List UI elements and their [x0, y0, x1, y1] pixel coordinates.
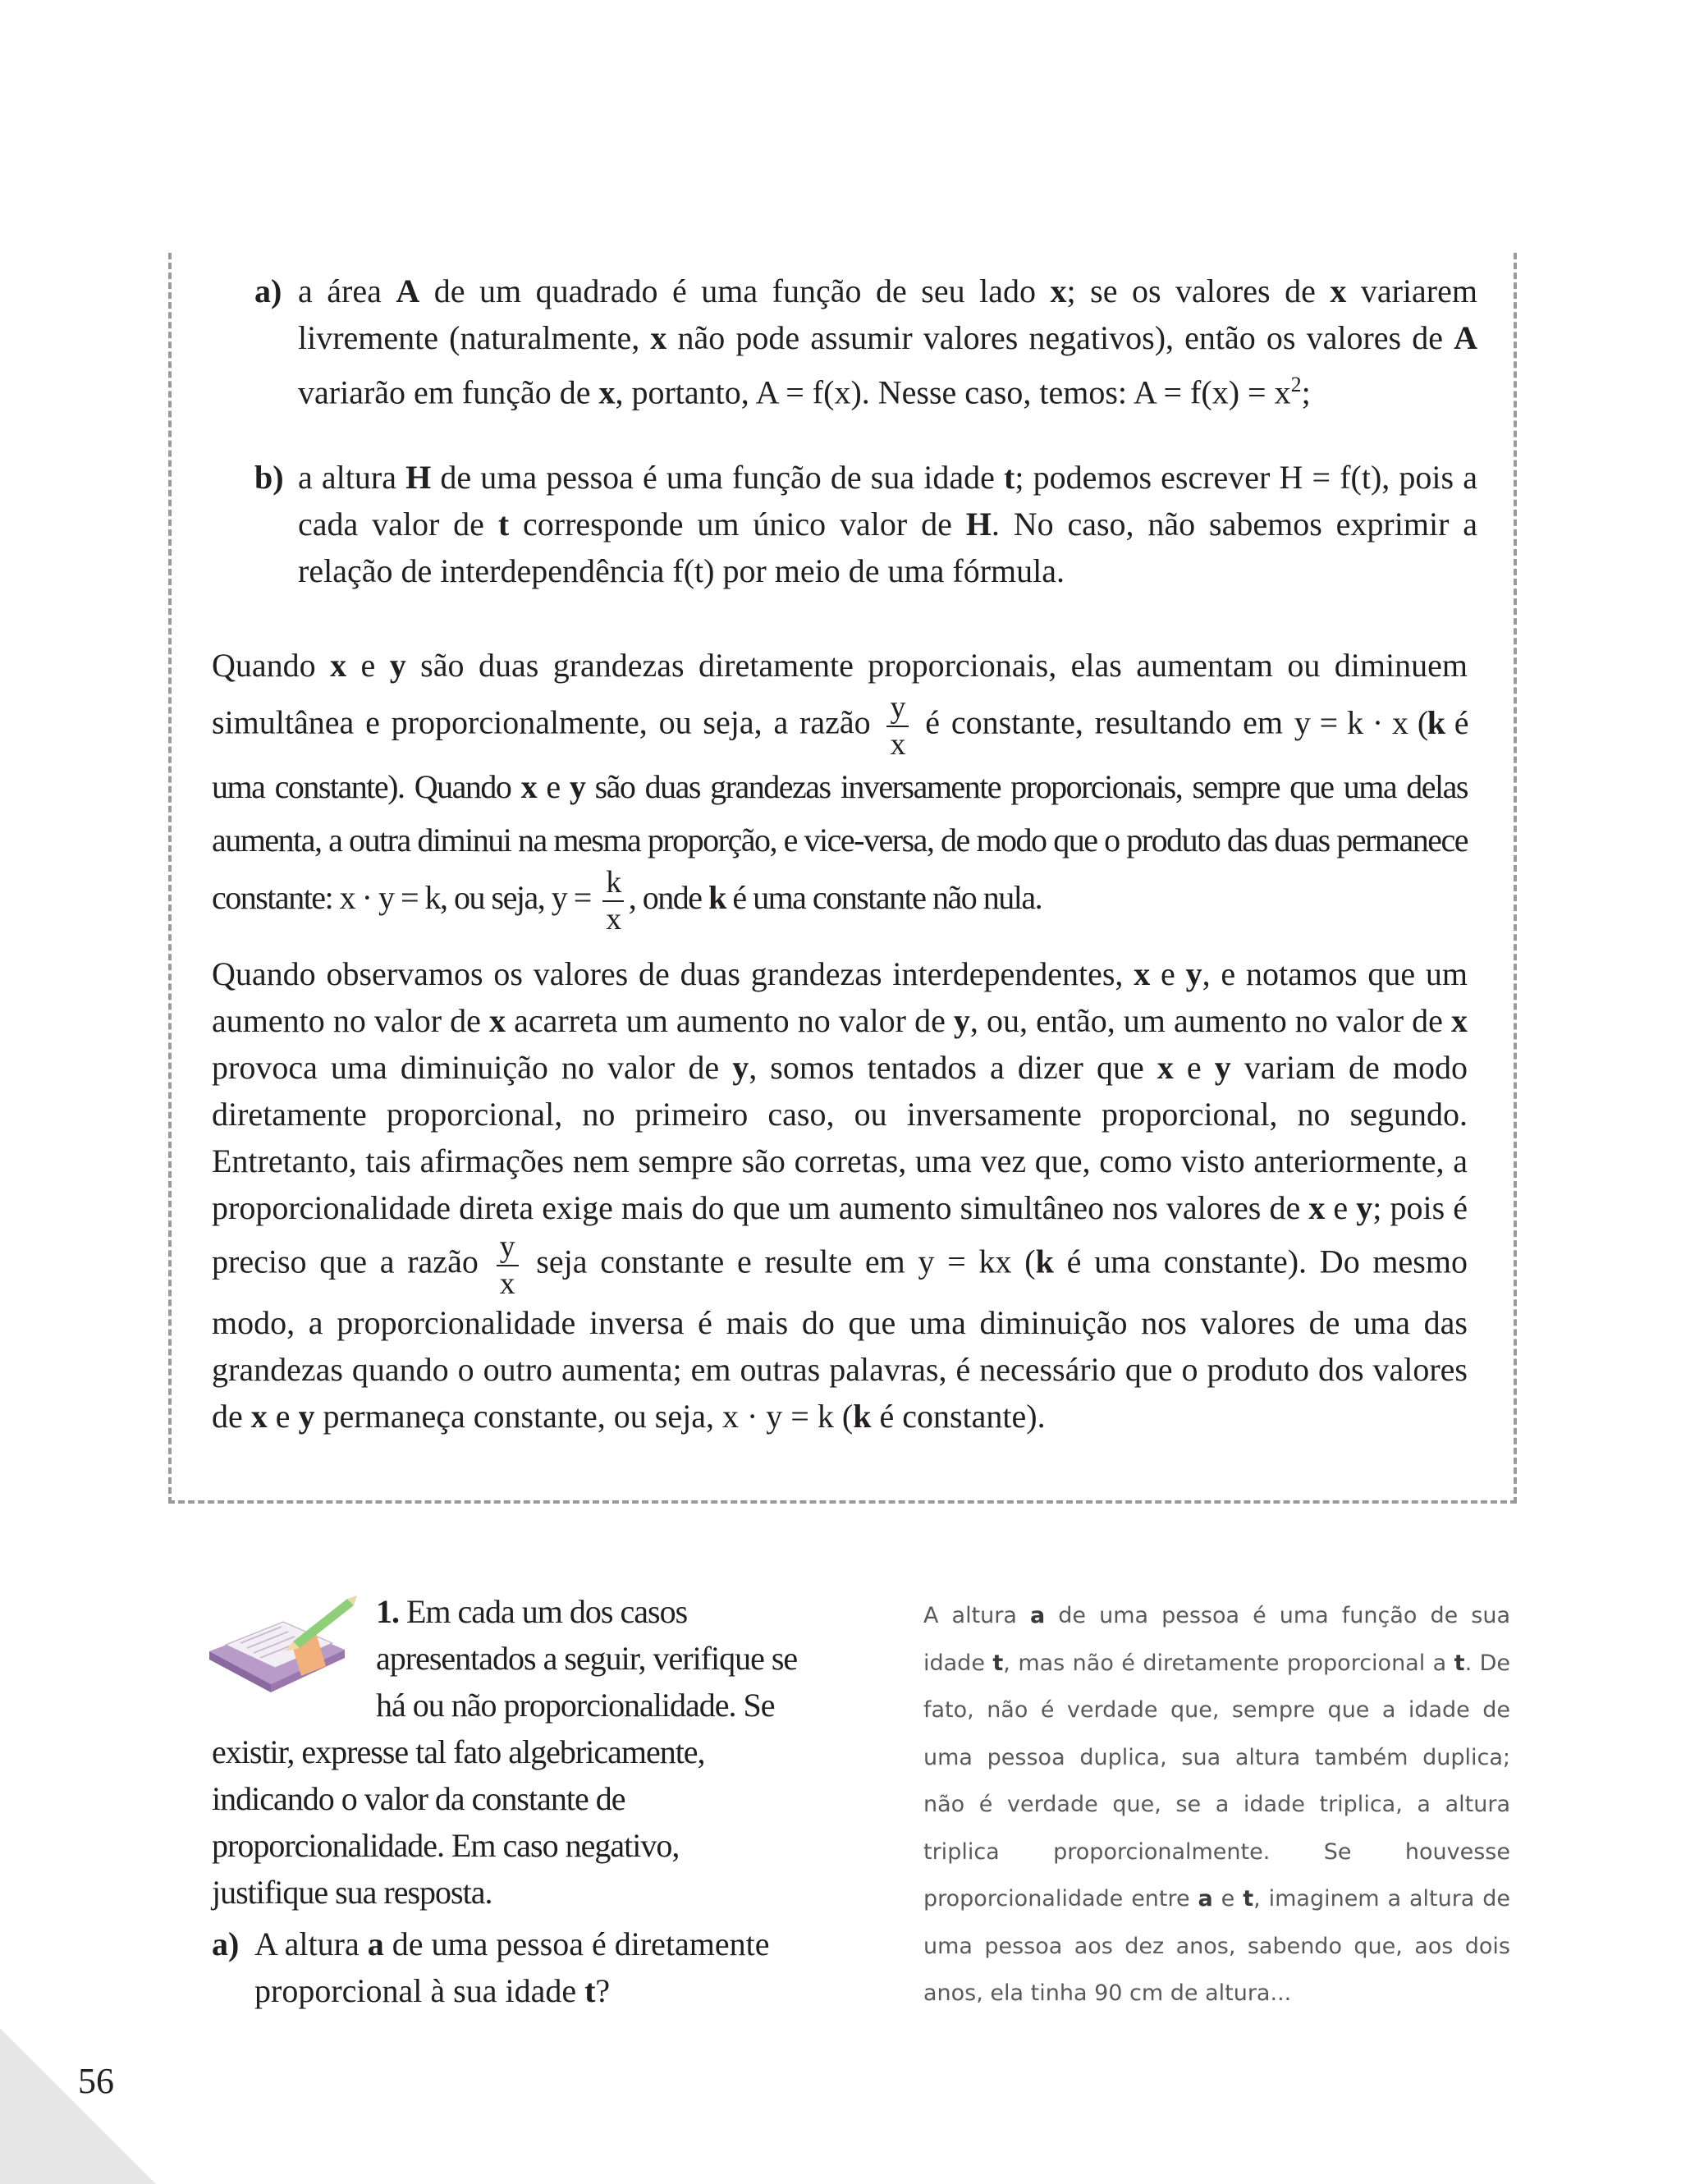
bold-variable: x	[598, 373, 616, 411]
bold-variable: x	[520, 768, 537, 805]
bold-variable: y	[953, 1002, 970, 1039]
exercise-item-text: A altura a de uma pessoa é diretamente proporcional à sua idade t?	[254, 1925, 770, 2009]
bold-variable: a	[367, 1925, 384, 1962]
bold-variable: x	[489, 1002, 506, 1039]
bold-variable: H	[965, 506, 992, 543]
fraction-numerator: y	[886, 692, 909, 727]
bold-variable: t	[584, 1972, 596, 2009]
bold-variable: x	[250, 1398, 268, 1435]
bold-variable: t	[1454, 1650, 1465, 1676]
bold-variable: x	[1330, 272, 1347, 309]
fraction	[886, 692, 909, 760]
fraction-denominator: x	[606, 902, 621, 936]
answer-text: A altura a de uma pessoa é uma função de sua idade t, mas não é diretamente proporcional a t. De fato, não é verdade que, sempre que a idade de uma pessoa duplica, sua altura também duplica; não é verdade que, se a idade triplica, a altura triplica proporcionalmente. Se houvesse proporcionalidade entre a e t, imaginem a altura de uma pessoa aos dez anos, sabendo que, aos dois anos, ela tinha 90 cm de altura...	[923, 1603, 1510, 2006]
item-b	[254, 454, 1477, 594]
bold-variable: y	[389, 647, 406, 684]
bold-variable: y	[569, 768, 585, 805]
item-a	[254, 268, 1477, 415]
bold-variable: A	[1454, 319, 1477, 356]
item-text: a área A de um quadrado é uma função de seu lado x; se os valores de x variarem livremente (naturalmente, x não pode assumir valores negativos), então os valores de A variarão em função de x, portanto, A = f(x). Nesse caso, temos: $A = f(x) = x^2$;	[298, 272, 1477, 411]
bold-variable: y	[1185, 955, 1202, 992]
bold-variable: y	[298, 1398, 315, 1435]
bold-variable: x	[1157, 1049, 1174, 1086]
icon-spacer	[212, 1588, 376, 1724]
page-corner-decoration	[0, 2028, 156, 2184]
bold-variable: x	[330, 647, 347, 684]
exercise-number: 1.	[376, 1593, 399, 1630]
bold-variable: y	[1214, 1049, 1231, 1086]
fraction-numerator: k	[602, 867, 624, 902]
bold-variable: t	[992, 1650, 1004, 1676]
exercise-1-item-a	[212, 1921, 799, 2014]
bold-variable: x	[650, 319, 667, 356]
bold-variable: k	[853, 1398, 872, 1435]
condensed-text: y = k · x (k é uma constante). Quando x e y são duas grandezas inversamente proporcionais, sempre que uma delas aumenta, a outra diminui na mesma proporção, e vice-versa, de modo que o produto das duas permanece constante: x · y = k, ou seja, y = $\frac{k}{x}$ , onde k é uma constante não nula.	[212, 703, 1468, 936]
bold-variable: t	[1004, 459, 1015, 496]
exercise-1	[212, 1588, 799, 1916]
bold-variable: x	[1308, 1189, 1326, 1226]
bold-variable: k	[708, 878, 726, 916]
bold-variable: y	[1356, 1189, 1373, 1226]
bold-variable: y	[732, 1049, 749, 1086]
paragraph-proportional-caveat: Quando observamos os valores de duas grandezas interdependentes, x e y, e notamos que um aumento no valor de x acarreta um aumento no valor de y, ou, então, um aumento no valor de x provoca uma diminuição no valor de y, somos tentados a dizer que x e y variam de modo diretamente proporcional, no primeiro caso, ou inversamente proporcional, no segundo. Entretanto, tais afirmações nem sempre são corretas, uma vez que, como visto anteriormente, a proporcionalidade direta exige mais do que um aumento simultâneo nos valores de x e y; pois é preciso que a razão $\frac{y}{x}$ seja constante e resulte em y = kx (k é uma constante). Do mesmo modo, a proporcionalidade inversa é mais do que uma diminuição nos valores de uma das grandezas quando o outro aumenta; em outras palavras, é necessário que o produto dos valores de x e y permaneça constante, ou seja, x · y = k (k é constante).	[212, 955, 1468, 1435]
page-number: 56	[78, 2061, 114, 2101]
paragraph-proportional-definition: Quando x e y são duas grandezas diretamente proporcionais, elas aumentam ou diminuem simultânea e proporcionalmente, ou seja, a razão $\frac{y}{x}$ é constante, resultando em y = k · x (k é uma constante). Quando x e y são duas grandezas inversamente proporcionais, sempre que uma delas aumenta, a outra diminui na mesma proporção, e vice-versa, de modo que o produto das duas permanece constante: x · y = k, ou seja, y = $\frac{k}{x}$ , onde k é uma constante não nula.	[212, 647, 1468, 936]
bold-variable: x	[1050, 272, 1067, 309]
exercise-text: Em cada um dos casos apresentados a seguir, verifique se há ou não proporcionalidade. Se existir, expresse tal fato algebricamente, indicando o valor da constante de proporcionalidade. Em caso negativo, justifique sua resposta.	[212, 1593, 798, 1911]
item-label: a)	[254, 272, 282, 309]
exercise-item-label: a)	[212, 1925, 240, 1962]
bold-variable: a	[1029, 1603, 1046, 1628]
fraction	[497, 1231, 519, 1299]
item-text: a altura H de uma pessoa é uma função de sua idade t; podemos escrever H = f(t), pois a cada valor de t corresponde um único valor de H. No caso, não sabemos exprimir a relação de interdependência f(t) por meio de uma fórmula.	[298, 459, 1478, 589]
superscript: 2	[1290, 373, 1302, 396]
fraction	[602, 867, 624, 935]
bold-variable: k	[1427, 703, 1445, 741]
bold-variable: A	[396, 272, 420, 309]
bold-variable: x	[1134, 955, 1151, 992]
bold-variable: t	[1243, 1886, 1254, 1912]
bold-variable: a	[1198, 1886, 1213, 1912]
item-label: b)	[254, 459, 284, 496]
fraction-numerator: y	[497, 1231, 519, 1266]
bold-variable: k	[1035, 1243, 1054, 1280]
fraction-denominator: x	[890, 727, 906, 762]
fraction-denominator: x	[499, 1266, 515, 1301]
bold-variable: H	[405, 459, 432, 496]
bold-variable: t	[497, 506, 510, 543]
bold-variable: x	[1451, 1002, 1468, 1039]
